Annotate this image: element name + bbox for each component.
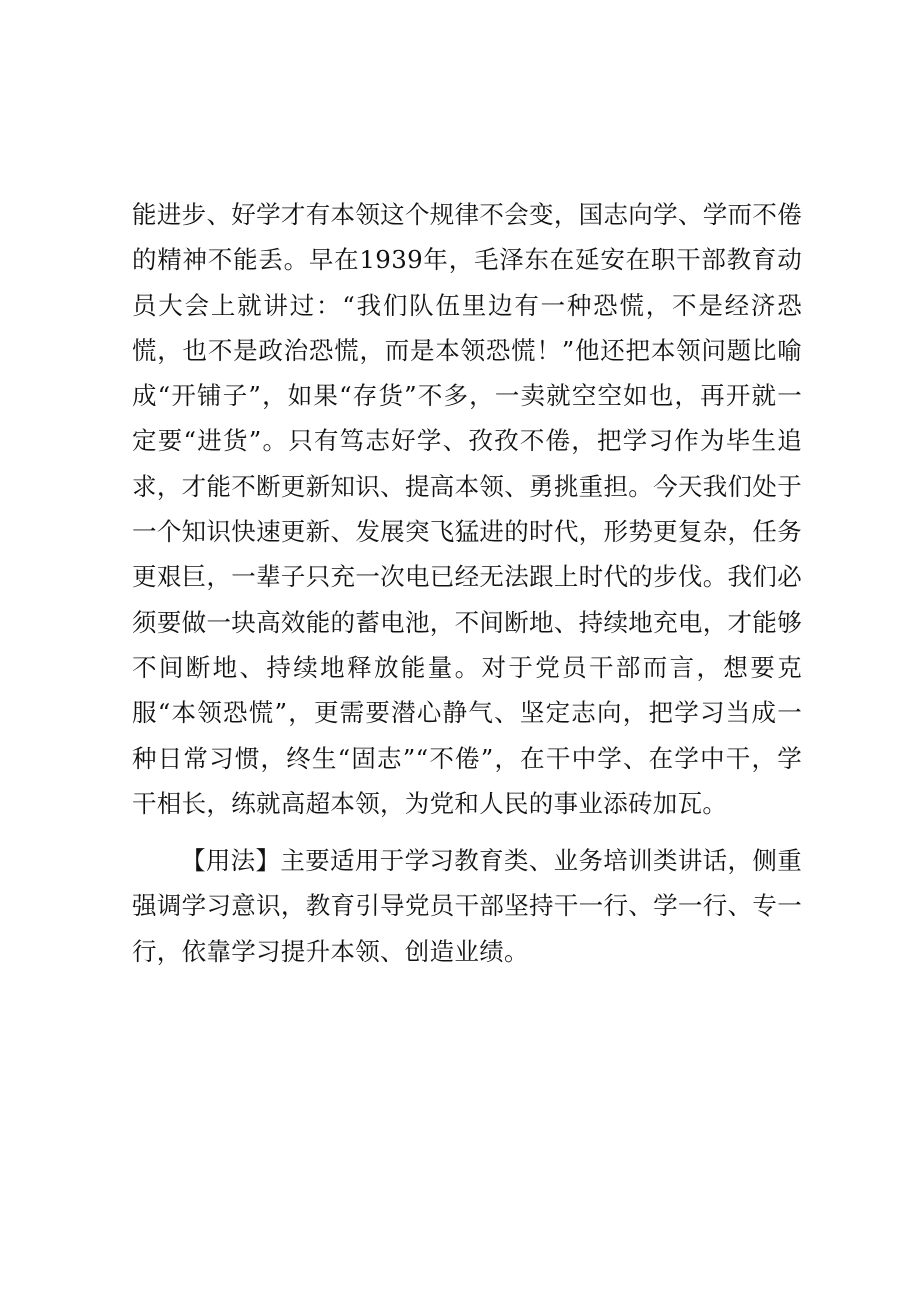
usage-paragraph: 【用法】主要适用于学习教育类、业务培训类讲话，侧重强调学习意识，教育引导党员干部坚持干一行、学一行、专一行，依靠学习提升本领、创造业绩。 — [132, 846, 802, 966]
document-page — [132, 192, 802, 974]
body-paragraph: 能进步、好学才有本领这个规律不会变，国志向学、学而不倦的精神不能丢。早在1939年，毛泽东在延安在职干部教育动员大会上就讲过：“我们队伍里边有一种恐慌，不是经济恐慌，也不是政治恐慌，而是本领恐慌！”他还把本领问题比喻成“开铺子”，如果“存货”不多，一卖就空空如也，再开就一定要“进货”。只有笃志好学、孜孜不倦，把学习作为毕生追求，才能不断更新知识、提高本领、勇挑重担。今天我们处于一个知识快速更新、发展突飞猛进的时代，形势更复杂，任务更艰巨，一辈子只充一次电已经无法跟上时代的步伐。我们必须要做一块高效能的蓄电池，不间断地、持续地充电，才能够不间断地、持续地释放能量。对于党员干部而言，想要克服“本领恐慌”，更需要潜心静气、坚定志向，把学习当成一种日常习惯，终生“固志”“不倦”，在干中学、在学中干，学干相长，练就高超本领，为党和人民的事业添砖加瓦。 — [132, 200, 802, 818]
